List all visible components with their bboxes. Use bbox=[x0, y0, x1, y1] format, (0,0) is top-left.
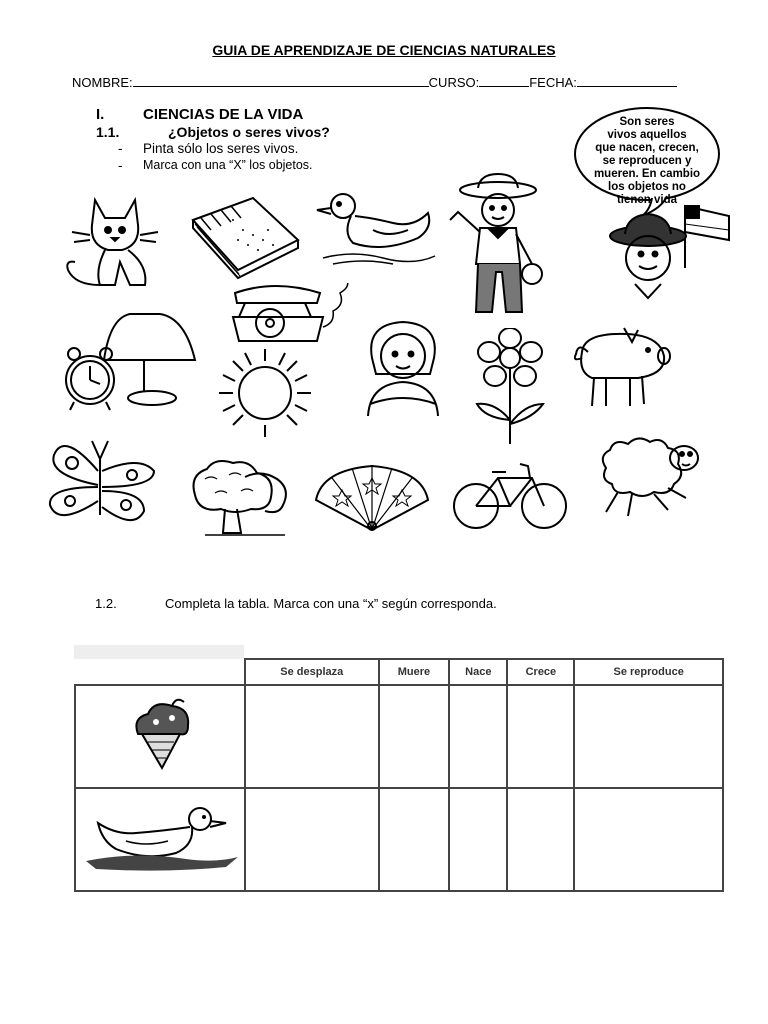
check-cell[interactable] bbox=[449, 685, 507, 788]
corner-cell bbox=[75, 659, 245, 685]
classification-table bbox=[74, 658, 724, 892]
bubble-line: tienen vida bbox=[616, 194, 678, 206]
section-number: I. bbox=[96, 106, 105, 123]
sun-picture[interactable] bbox=[205, 345, 325, 440]
check-cell[interactable] bbox=[379, 788, 450, 891]
table-background-strip bbox=[74, 645, 244, 659]
instruction-1-bullet: - bbox=[118, 141, 123, 156]
duck-cell bbox=[75, 788, 245, 891]
bubble-line: Son seres bbox=[619, 116, 675, 128]
cowboy-boy-picture[interactable] bbox=[440, 172, 555, 317]
page-title: GUIA DE APRENDIZAJE DE CIENCIAS NATURALES bbox=[212, 42, 556, 58]
check-cell[interactable] bbox=[245, 685, 379, 788]
fan-picture[interactable] bbox=[312, 460, 432, 535]
tree-picture[interactable] bbox=[185, 455, 295, 540]
curso-label: CURSO: bbox=[428, 75, 480, 90]
duck-picture[interactable] bbox=[313, 188, 438, 268]
speech-bubble bbox=[572, 106, 722, 206]
flower-picture[interactable] bbox=[465, 328, 555, 448]
bubble-line: se reproducen y bbox=[602, 155, 692, 167]
instruction-1: Pinta sólo los seres vivos. bbox=[143, 141, 299, 156]
ice-cream-picture bbox=[76, 686, 244, 782]
header-nace: Nace bbox=[449, 659, 507, 685]
student-header bbox=[72, 74, 677, 90]
check-cell[interactable] bbox=[245, 788, 379, 891]
header-se-reproduce: Se reproduce bbox=[574, 659, 723, 685]
table-row bbox=[75, 685, 723, 788]
bubble-line: vivos aquellos bbox=[607, 129, 687, 141]
lamp-clock-picture[interactable] bbox=[60, 310, 200, 415]
bubble-line: los objetos no bbox=[608, 181, 686, 193]
table-row bbox=[75, 788, 723, 891]
boy-with-flag-picture[interactable] bbox=[603, 198, 738, 303]
pig-picture[interactable] bbox=[568, 322, 673, 410]
check-cell[interactable] bbox=[574, 685, 723, 788]
bicycle-picture[interactable] bbox=[450, 458, 570, 533]
header-crece: Crece bbox=[507, 659, 574, 685]
notebook-picture[interactable] bbox=[183, 190, 303, 280]
nombre-label: NOMBRE: bbox=[72, 75, 133, 90]
instruction-2: Marca con una “X” los objetos. bbox=[143, 158, 313, 172]
check-cell[interactable] bbox=[507, 788, 574, 891]
butterfly-picture[interactable] bbox=[44, 435, 159, 530]
instruction-2-bullet: - bbox=[118, 158, 123, 173]
table-header-row bbox=[75, 659, 723, 685]
check-cell[interactable] bbox=[449, 788, 507, 891]
curso-blank[interactable] bbox=[479, 74, 529, 87]
telephone-picture[interactable] bbox=[225, 283, 355, 345]
check-cell[interactable] bbox=[574, 788, 723, 891]
check-cell[interactable] bbox=[507, 685, 574, 788]
sheep-picture[interactable] bbox=[596, 432, 704, 520]
duck-table-picture bbox=[76, 789, 244, 885]
section-title: CIENCIAS DE LA VIDA bbox=[143, 106, 304, 123]
subsection-1-number: 1.1. bbox=[96, 124, 120, 140]
check-cell[interactable] bbox=[379, 685, 450, 788]
bubble-line: que nacen, crecen, bbox=[595, 142, 699, 154]
cat-picture[interactable] bbox=[60, 190, 170, 290]
nombre-blank[interactable] bbox=[133, 74, 429, 87]
subsection-2-number: 1.2. bbox=[95, 596, 117, 611]
subsection-2-text: Completa la tabla. Marca con una “x” según corresponda. bbox=[165, 596, 497, 611]
girl-picture[interactable] bbox=[358, 318, 448, 418]
header-muere: Muere bbox=[379, 659, 450, 685]
fecha-label: FECHA: bbox=[529, 75, 577, 90]
bubble-line: mueren. En cambio bbox=[593, 168, 701, 180]
ice-cream-cell bbox=[75, 685, 245, 788]
fecha-blank[interactable] bbox=[577, 74, 677, 87]
subsection-1-title: ¿Objetos o seres vivos? bbox=[168, 124, 330, 140]
header-se-desplaza: Se desplaza bbox=[245, 659, 379, 685]
